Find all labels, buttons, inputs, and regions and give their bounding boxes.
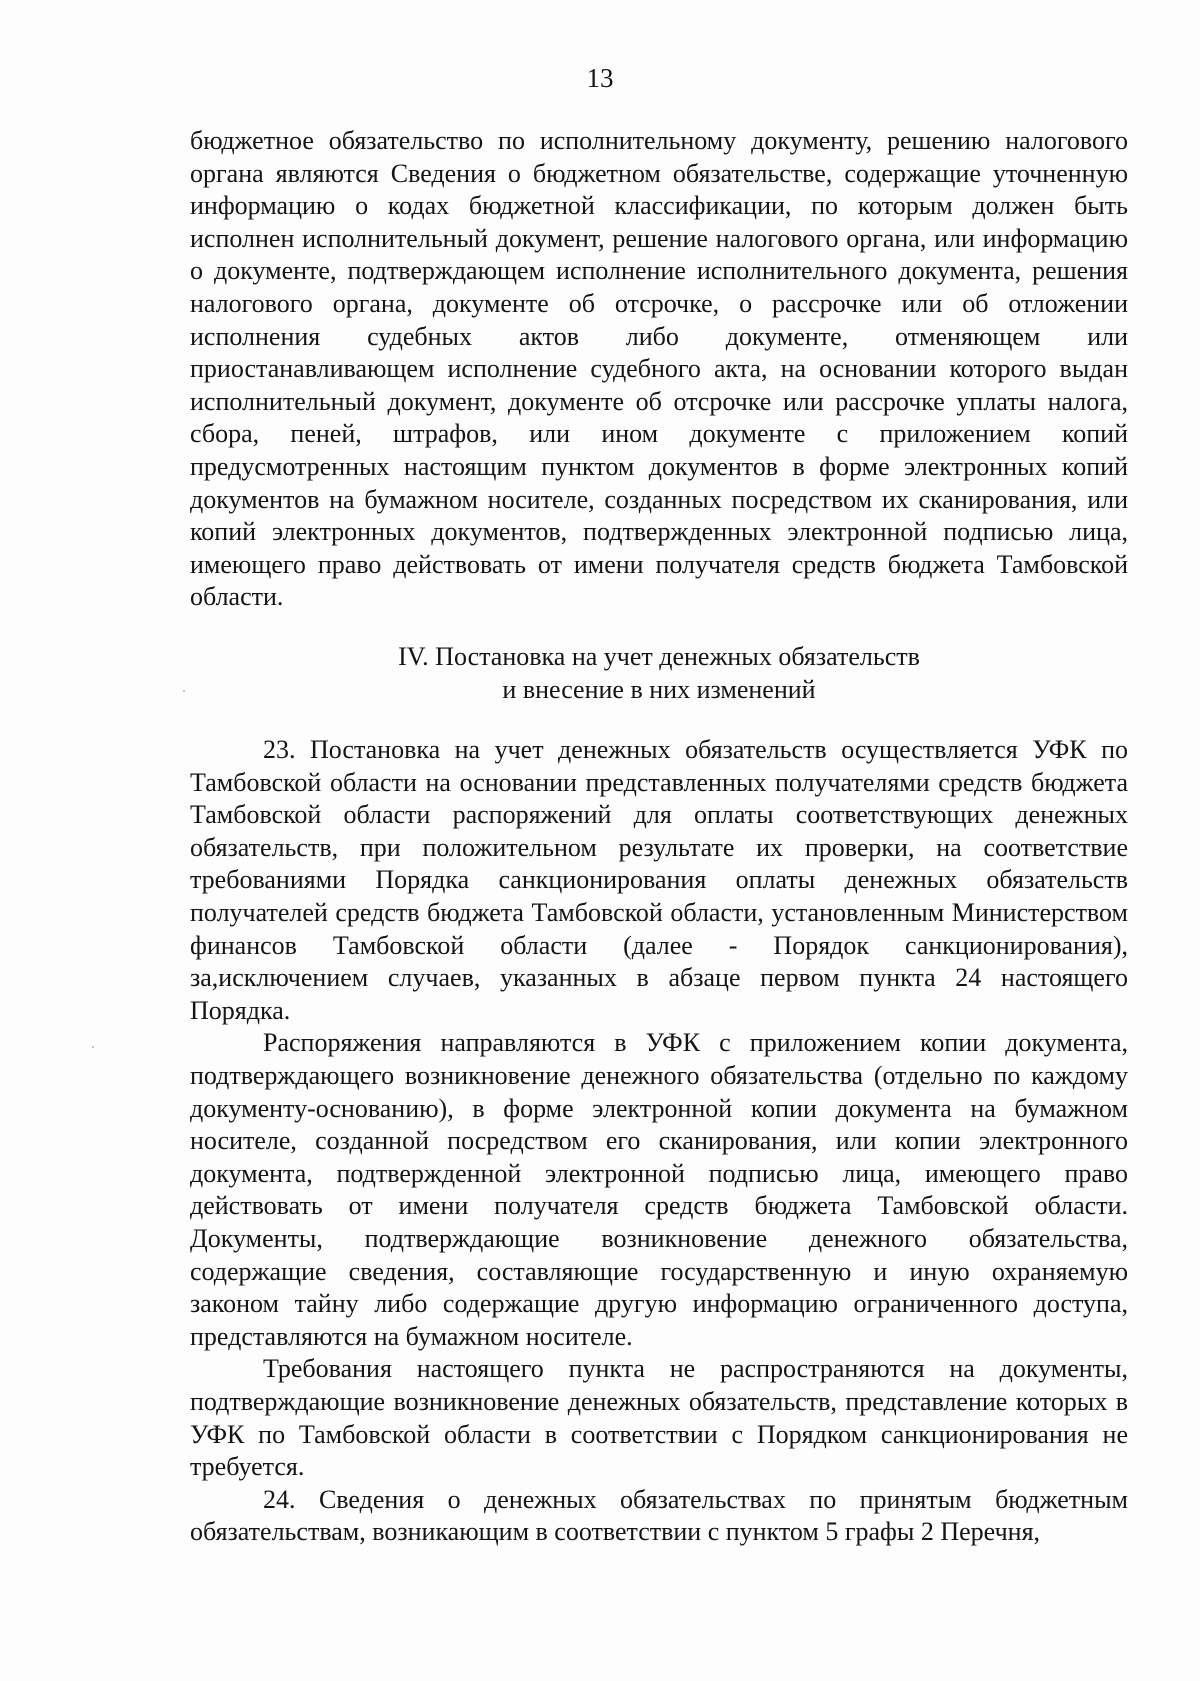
page-number: 13 xyxy=(586,63,614,93)
section-heading-line-1: IV. Постановка на учет денежных обязательств xyxy=(398,641,920,671)
paragraph-23-documents: Распоряжения направляются в УФК с приложением копии документа, подтверждающего возникновение денежного обязательства (отдельно по каждому документу-основанию), в форме электронной копии документа на бумажном носителе, созданной посредством его сканирования, или копии электронного документа, подтвержденной электронной подписью лица, имеющего право действовать от имени получателя средств бюджета Тамбовской области. Документы, подтверждающие возникновение денежного обязательства, содержащие сведения, составляющие государственную и иную охраняемую законом тайну либо содержащие другую информацию ограниченного доступа, представляются на бумажном носителе. xyxy=(190,1028,1128,1351)
section-heading xyxy=(190,641,1128,706)
section-heading-line-2: и внесение в них изменений xyxy=(502,674,816,704)
document-body xyxy=(190,125,1128,1549)
paragraph-continuation: бюджетное обязательство по исполнительному документу, решению налогового органа являются Сведения о бюджетном обязательстве, содержащие уточненную информацию о кодах бюджетной классификации, по которым должен быть исполнен исполнительный документ, решение налогового органа, или информацию о документе, подтверждающем исполнение исполнительного документа, решения налогового органа, документе об отсрочке, о рассрочке или об отложении исполнения судебных актов либо документе, отменяющем или приостанавливающем исполнение судебного акта, на основании которого выдан исполнительный документ, документе об отсрочке или рассрочке уплаты налога, сбора, пеней, штрафов, или ином документе с приложением копий предусмотренных настоящим пунктом документов в форме электронных копий документов на бумажном носителе, созданных посредством их сканирования, или копий электронных документов, подтвержденных электронной подписью лица, имеющего право действовать от имени получателя средств бюджета Тамбовской области. xyxy=(190,126,1128,612)
paragraph-23-exceptions: Требования настоящего пункта не распространяются на документы, подтверждающие возникновение денежных обязательств, представление которых в УФК по Тамбовской области в соответствии с Порядком санкционирования не требуется. xyxy=(190,1354,1128,1482)
paragraph-24: 24. Сведения о денежных обязательствах по принятым бюджетным обязательствам, возникающим в соответствии с пунктом 5 графы 2 Перечня, xyxy=(190,1484,1128,1547)
paragraph-23: 23. Постановка на учет денежных обязательств осуществляется УФК по Тамбовской области на основании представленных получателями средств бюджета Тамбовской области распоряжений для оплаты соответствующих денежных обязательств, при положительном результате их проверки, на соответствие требованиями Порядка санкционирования оплаты денежных обязательств получателей средств бюджета Тамбовской области, установленным Министерством финансов Тамбовской области (далее - Порядок санкционирования), за,исключением случаев, указанных в абзаце первом пункта 24 настоящего Порядка. xyxy=(190,735,1128,1025)
scan-speck xyxy=(92,1046,94,1048)
scan-speck xyxy=(183,690,185,692)
